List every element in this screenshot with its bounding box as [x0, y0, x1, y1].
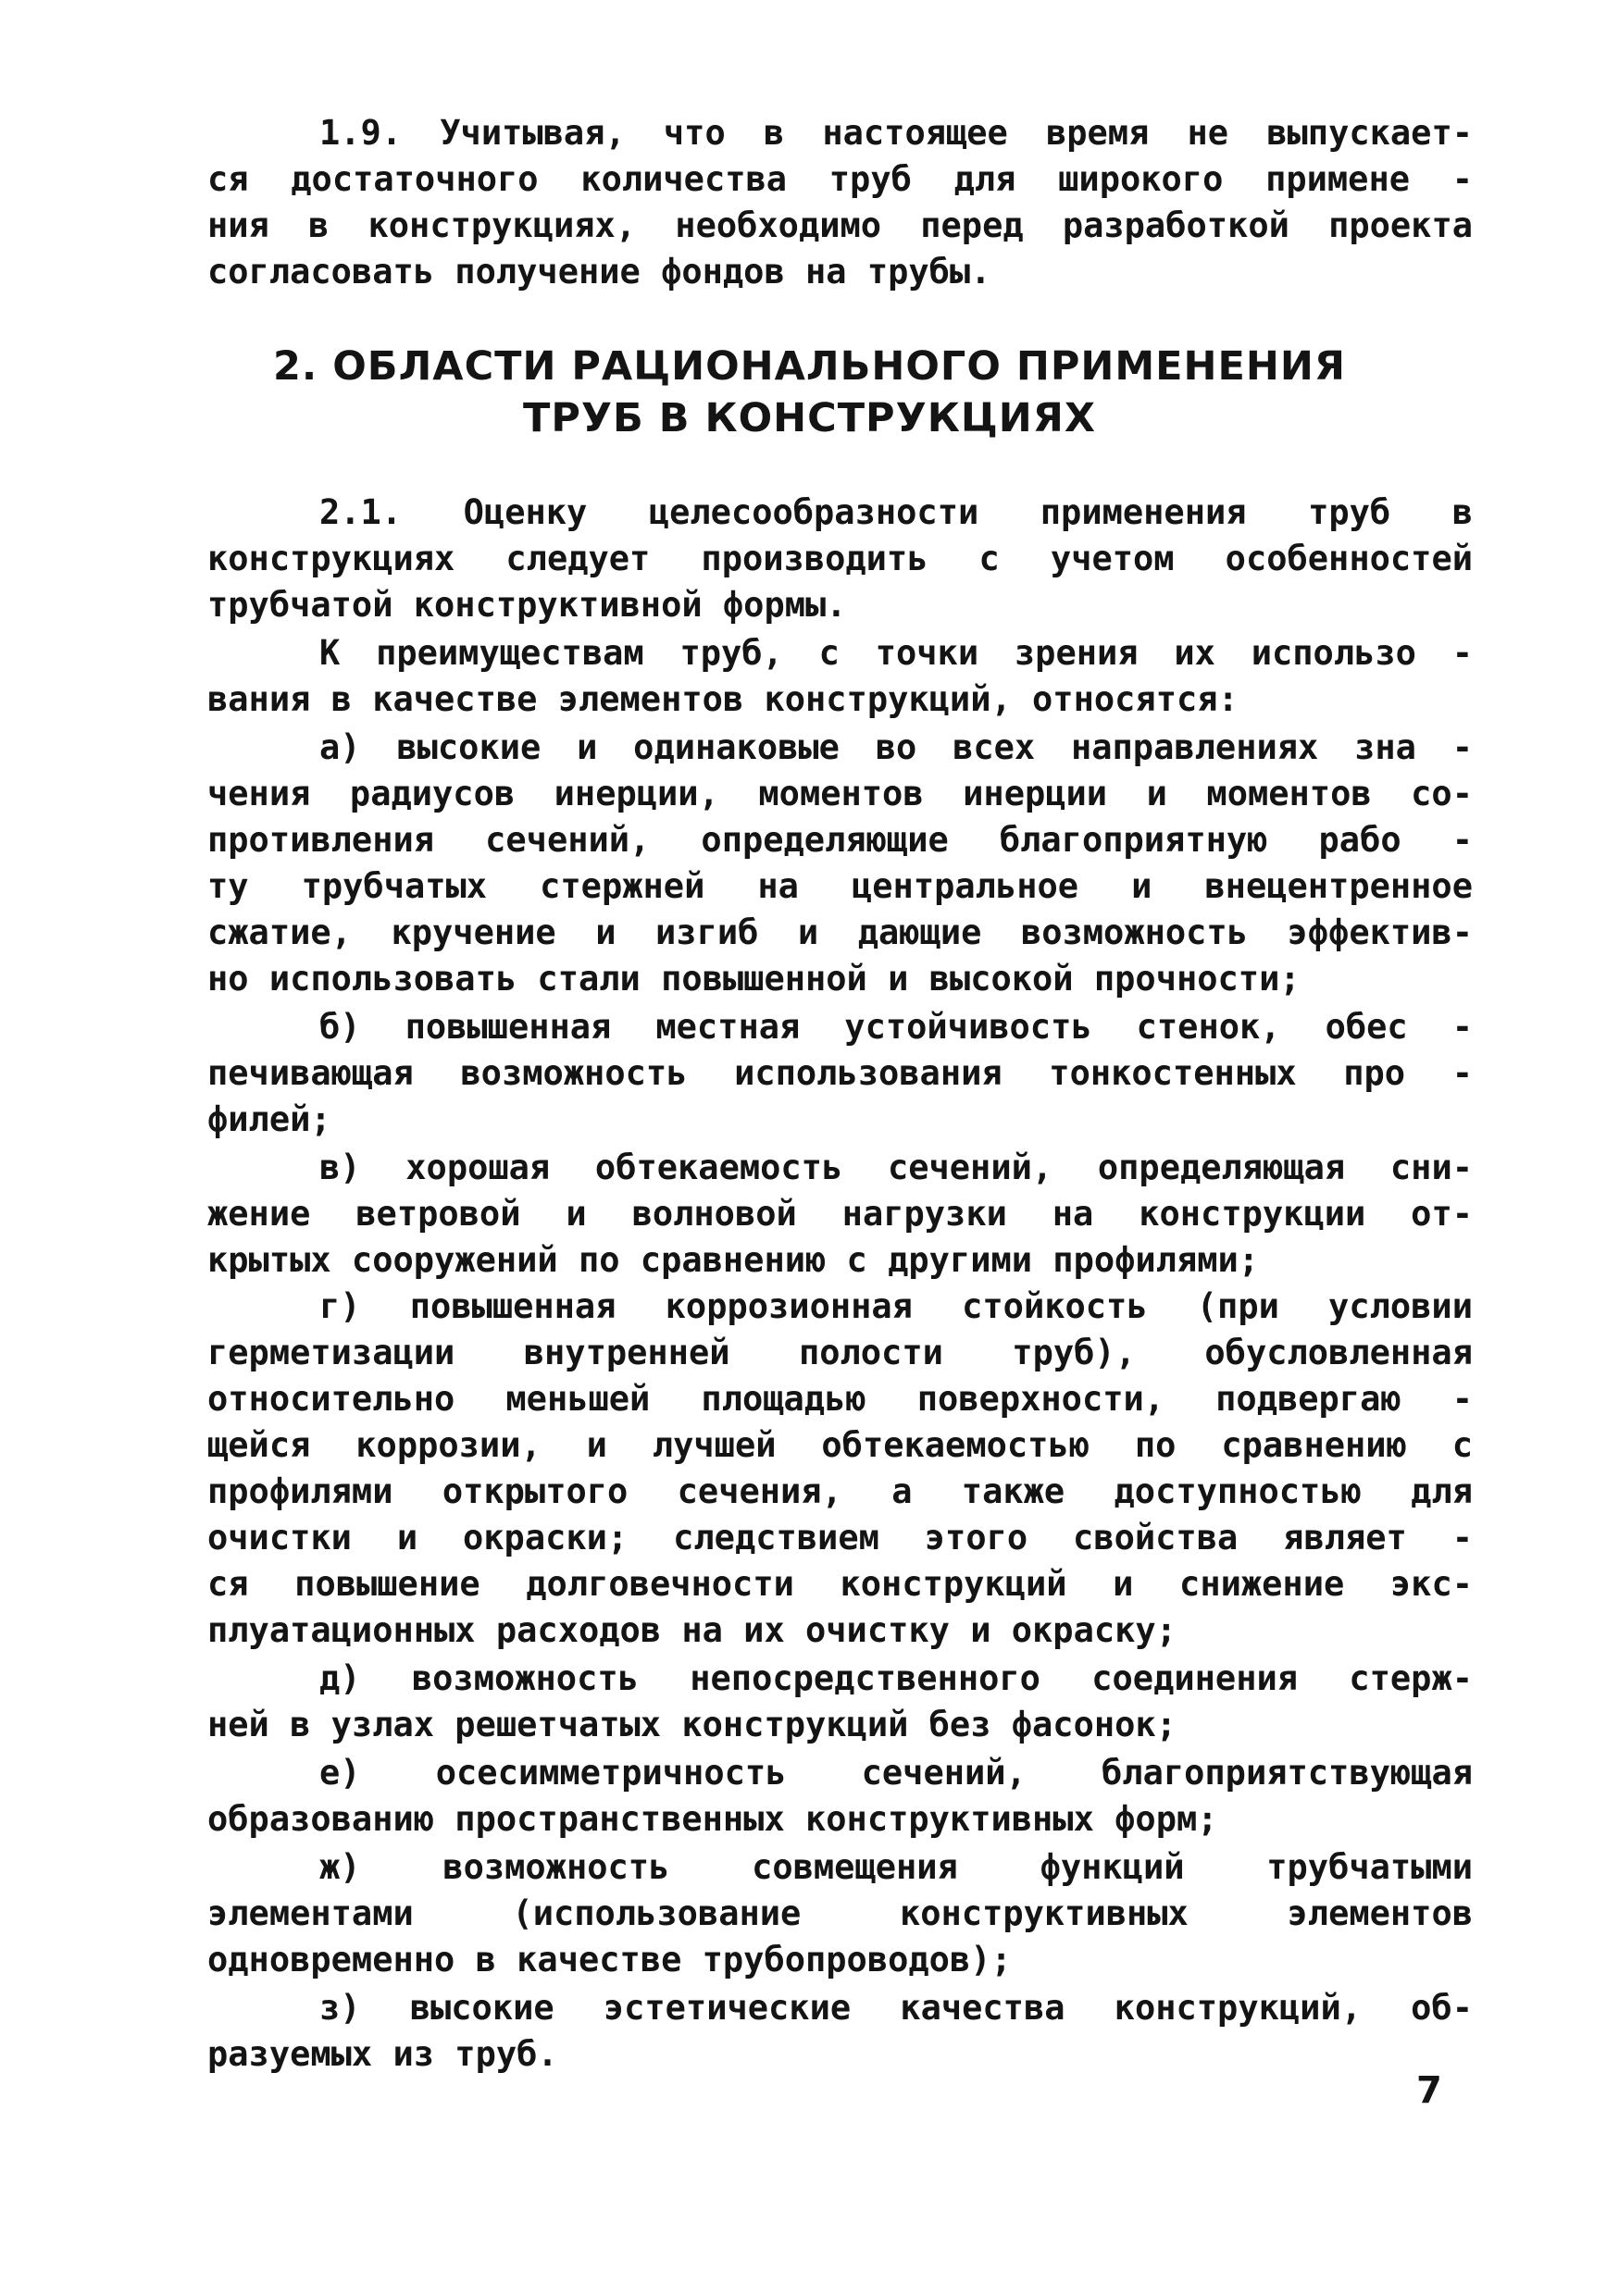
item-b-line-2: печивающая возможность использования тонкостенных про -	[207, 1053, 1473, 1093]
item-d-line-2: ней в узлах решетчатых конструкций без фасонок;	[207, 1705, 1177, 1744]
item-zh-line-2: элементами (использование конструктивных элементов	[207, 1893, 1473, 1933]
paragraph-2-1-line-3: трубчатой конструктивной формы.	[207, 585, 847, 625]
paragraph-1-9-line-4: согласовать получение фондов на трубы.	[207, 252, 991, 292]
item-zh-line-3: одновременно в качестве трубопроводов);	[207, 1940, 1012, 1980]
item-e-line-2: образованию пространственных конструктивных форм;	[207, 1799, 1218, 1839]
item-a-line-6: но использовать стали повышенной и высокой прочности;	[207, 959, 1301, 999]
item-g-line-8: плуатационных расходов на их очистку и окраску;	[207, 1610, 1177, 1650]
item-a-line-1: а) высокие и одинаковые во всех направлениях зна -	[319, 727, 1473, 767]
item-a-line-4: ту трубчатых стержней на центральное и внецентренное	[207, 866, 1473, 906]
item-d-line-1: д) возможность непосредственного соединения стерж-	[319, 1658, 1473, 1698]
section-heading-line-1: 2. ОБЛАСТИ РАЦИОНАЛЬНОГО ПРИМЕНЕНИЯ	[273, 343, 1346, 390]
item-g-line-6: очистки и окраски; следствием этого свойства являет -	[207, 1518, 1473, 1558]
item-v-line-1: в) хорошая обтекаемость сечений, определяющая сни-	[319, 1148, 1473, 1187]
item-g-line-1: г) повышенная коррозионная стойкость (при условии	[319, 1286, 1473, 1326]
paragraph-2-1-line-2: конструкциях следует производить с учетом особенностей	[207, 539, 1473, 578]
advantages-intro-line-1: К преимуществам труб, с точки зрения их использо -	[319, 633, 1473, 673]
paragraph-1-9-line-2: ся достаточного количества труб для широкого примене -	[207, 159, 1473, 199]
item-v-line-3: крытых сооружений по сравнению с другими профилями;	[207, 1240, 1260, 1280]
item-a-line-2: чения радиусов инерции, моментов инерции и моментов со-	[207, 774, 1473, 813]
item-b-line-1: б) повышенная местная устойчивость стенок, обес -	[319, 1007, 1473, 1047]
advantages-intro-line-2: вания в качестве элементов конструкций, относятся:	[207, 679, 1239, 719]
item-a-line-5: сжатие, кручение и изгиб и дающие возможность эффектив-	[207, 912, 1473, 952]
item-g-line-7: ся повышение долговечности конструкций и снижение экс-	[207, 1564, 1473, 1604]
item-z-line-1: з) высокие эстетические качества конструкций, об-	[319, 1988, 1473, 2028]
item-g-line-4: щейся коррозии, и лучшей обтекаемостью по сравнению с	[207, 1425, 1473, 1465]
page-number: 7	[1416, 2069, 1442, 2112]
item-e-line-1: е) осесимметричность сечений, благоприятствующая	[319, 1753, 1473, 1793]
item-a-line-3: противления сечений, определяющие благоприятную рабо -	[207, 820, 1473, 860]
paragraph-2-1-line-1: 2.1. Оценку целесообразности применения труб в	[319, 492, 1473, 532]
item-zh-line-1: ж) возможность совмещения функций трубчатыми	[319, 1847, 1473, 1887]
item-g-line-5: профилями открытого сечения, а также доступностью для	[207, 1471, 1473, 1511]
item-z-line-2: разуемых из труб.	[207, 2034, 558, 2074]
paragraph-1-9-line-3: ния в конструкциях, необходимо перед разработкой проекта	[207, 205, 1473, 245]
item-v-line-2: жение ветровой и волновой нагрузки на конструкции от-	[207, 1194, 1473, 1234]
section-heading-line-2: ТРУБ В КОНСТРУКЦИЯХ	[522, 395, 1097, 441]
paragraph-1-9-line-1: 1.9. Учитывая, что в настоящее время не выпускает-	[319, 113, 1473, 153]
item-g-line-2: герметизации внутренней полости труб), обусловленная	[207, 1333, 1473, 1372]
item-b-line-3: филей;	[207, 1099, 331, 1139]
item-g-line-3: относительно меньшей площадью поверхности, подвергаю -	[207, 1379, 1473, 1419]
